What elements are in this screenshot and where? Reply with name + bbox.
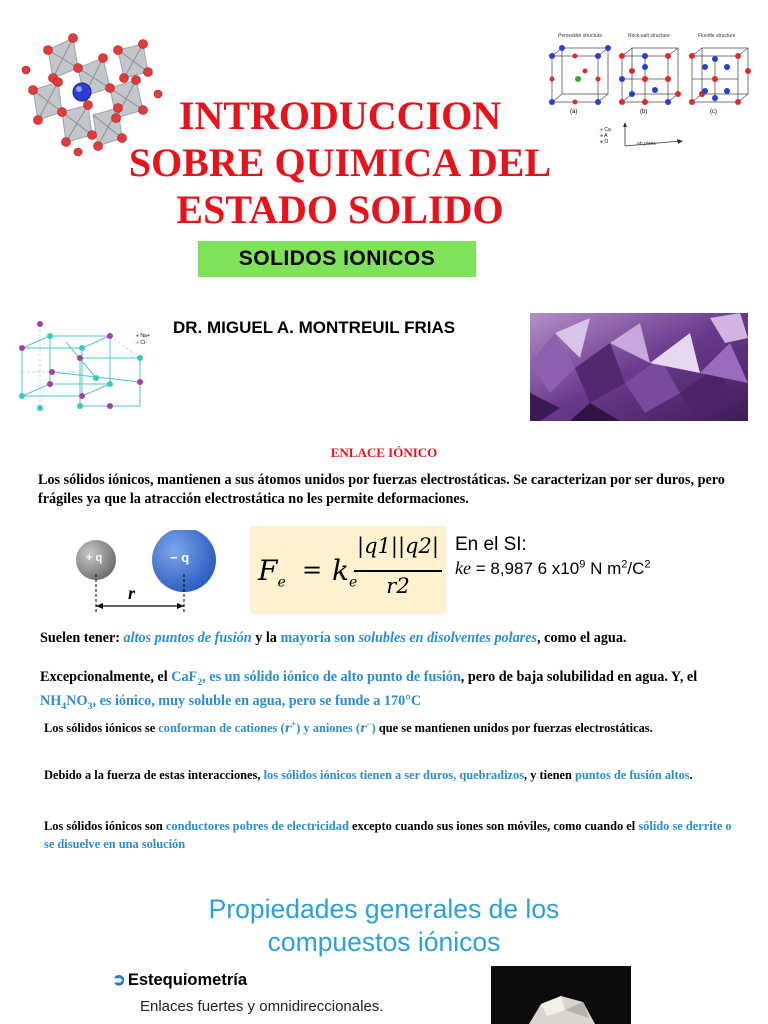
unit-cells-diagram [540, 42, 765, 114]
properties-line: Suelen tener: altos puntos de fusión y la mayoría son solubles en disolventes polares, como el agua. [40, 630, 627, 646]
lattice-legend: ● Na+ ● Cl- [136, 333, 150, 346]
structure-label-perovskite: Perovskite structure [558, 33, 603, 39]
author-name: DR. MIGUEL A. MONTREUIL FRIAS [173, 318, 456, 337]
caption-a: (a) [570, 109, 578, 115]
title-line-1: INTRODUCCION [178, 93, 502, 138]
structure-label-rocksalt: Rock-salt structure [628, 33, 670, 39]
coulomb-diagram [70, 530, 230, 620]
exception-paragraph: Excepcionalmente, el CaF$_2$, es un sólido iónico de alto punto de fusión, pero de baja solubilidad en agua. Y, el $NH_4NO_3$, es iónico, muy soluble en agua, pero se funde a 170°C [40, 669, 698, 712]
title-line-2: SOBRE QUIMICA DEL [128, 140, 552, 185]
salt-crystal-photo [491, 966, 631, 1024]
axis-label: ab plane [637, 141, 657, 147]
si-value: ke = 8,987 6 $x10^9$ N $m^2/C^2$ [455, 558, 651, 578]
force-paragraph: Debido a la fuerza de estas interacciones, los sólidos iónicos tienen a ser duros, quebradizos, y tienen puntos de fusión altos. [44, 768, 693, 782]
amethyst-photo [530, 313, 748, 421]
caption-b: (b) [640, 109, 648, 115]
caption-c: (c) [710, 109, 717, 115]
subtitle-banner: SOLIDOS IONICOS [198, 241, 476, 277]
title-line-3: ESTADO SOLIDO [176, 187, 504, 232]
charge-positive-label: + q [86, 552, 103, 564]
atom-legend: ● Ca ● A ● O [600, 127, 611, 145]
coulomb-formula: $F_e$ = $k_e$ |q1||q2| r2 [250, 526, 446, 614]
conductors-paragraph: Los sólidos iónicos son conductores pobres de electricidad excepto cuando sus iones son móviles, como cuando el sólido se derrite o se disuelve en una solución [44, 819, 732, 851]
si-header: En el SI: [455, 534, 527, 555]
slide-title: Propiedades generales de los compuestos iónicos [208, 894, 560, 957]
slide-subtext: Enlaces fuertes y omnidireccionales. [140, 998, 384, 1015]
crystal-structures-figure [540, 33, 768, 158]
bullet-arrow-icon: ➲ [112, 971, 126, 989]
section-heading: ENLACE IÓNICO [330, 445, 438, 460]
charge-negative-label: − q [170, 550, 190, 565]
page-title [100, 92, 580, 233]
distance-label: r [128, 583, 136, 603]
structure-label-fluorite: Fluorite structure [698, 33, 736, 39]
cations-paragraph: Los sólidos iónicos se conforman de cationes (r+) y aniones (r−) que se mantienen unidos por fuerzas electrostáticas. [44, 719, 653, 736]
slide-bullet: ➲ Estequiometría [112, 971, 248, 989]
intro-paragraph: Los sólidos iónicos, mantienen a sus átomos unidos por fuerzas electrostáticas. Se caracterizan por ser duros, pero frágiles ya que la atracción electrostática no les permite deformaciones. [38, 472, 725, 507]
